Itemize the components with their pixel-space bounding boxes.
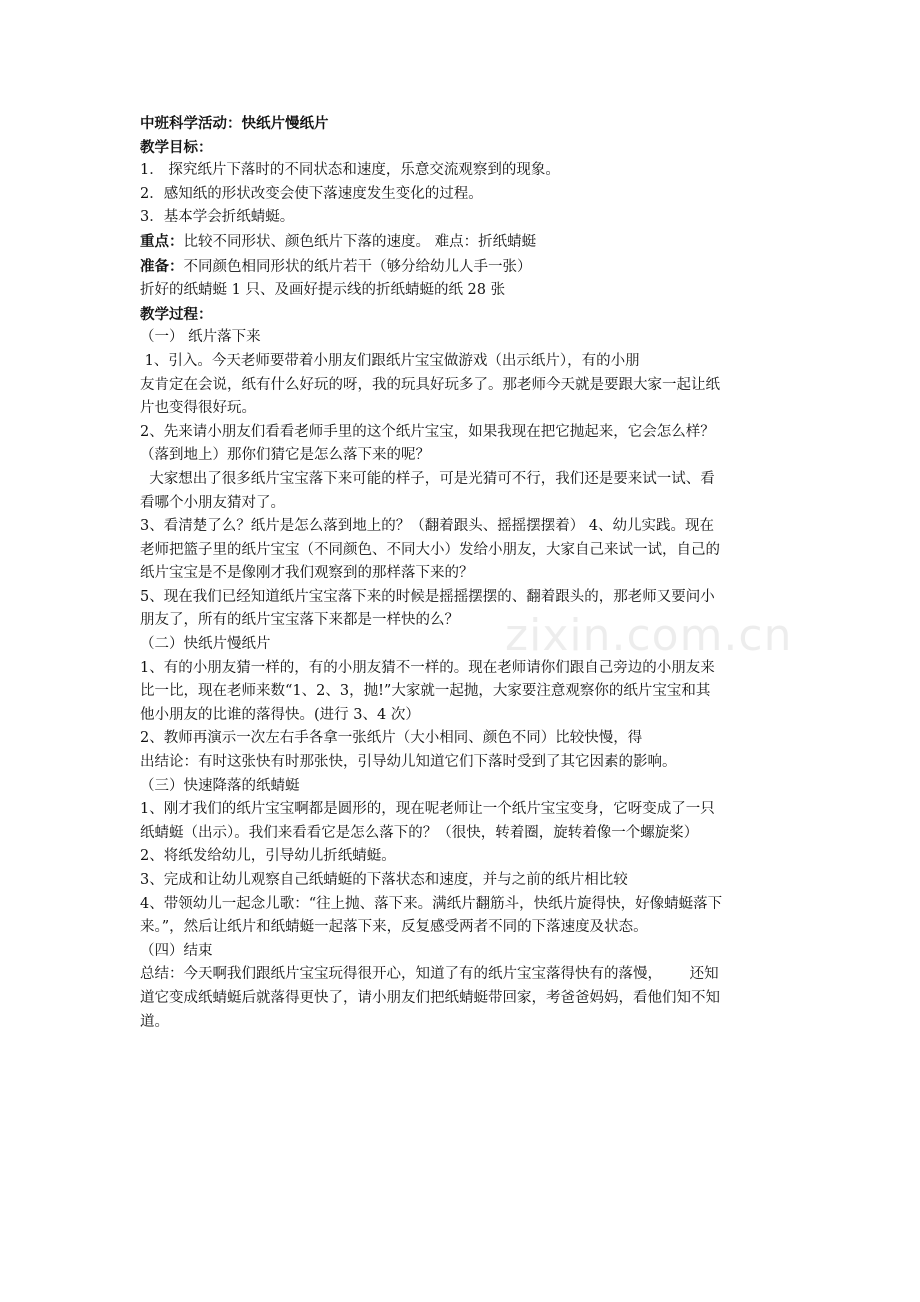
process-line: 片也变得很好玩。 <box>140 400 256 417</box>
goal-item: 1． 探究纸片下落时的不同状态和速度，乐意交流观察到的现象。 <box>140 162 560 179</box>
process-line: （二）快纸片慢纸片 <box>140 636 271 653</box>
key-label: 重点： <box>140 232 184 250</box>
process-line: 看哪个小朋友猜对了。 <box>140 494 285 511</box>
process-line: 老师把篮子里的纸片宝宝（不同颜色、不同大小）发给小朋友，大家自己来试一试，自己的 <box>140 541 720 558</box>
watermark: zixin.com.cn <box>505 610 793 661</box>
goal-item: 2．感知纸的形状改变会使下落速度发生变化的过程。 <box>140 185 483 202</box>
key-text: 比较不同形状、颜色纸片下落的速度。 难点：折纸蜻蜓 <box>183 233 537 250</box>
process-line: 3、完成和让幼儿观察自己纸蜻蜓的下落状态和速度，并与之前的纸片相比较 <box>140 872 628 888</box>
process-line: （一） 纸片落下来 <box>140 329 261 346</box>
process-line: （四）结束 <box>140 942 213 959</box>
process-line: 来。”，然后让纸片和纸蜻蜓一起落下来，反复感受两者不同的下落速度及状态。 <box>140 919 648 936</box>
process-line: 他小朋友的比谁的落得快。(进行 3、4 次） <box>140 706 420 723</box>
prep-line-2: 折好的纸蜻蜓 1 只、及画好提示线的折纸蜻蜓的纸 28 张 <box>140 282 506 299</box>
process-line: 2、将纸发给幼儿，引导幼儿折纸蜻蜓。 <box>140 848 396 865</box>
document-title: 中班科学活动：快纸片慢纸片 <box>140 115 329 132</box>
process-heading: 教学过程： <box>140 305 213 323</box>
preparation <box>140 255 790 280</box>
process-line: 1、引入。今天老师要带着小朋友们跟纸片宝宝做游戏（出示纸片），有的小朋 <box>140 352 640 369</box>
process-line: 1、刚才我们的纸片宝宝啊都是圆形的，现在呢老师让一个纸片宝宝变身，它呀变成了一只 <box>140 801 715 818</box>
process-line: （落到地上）那你们猜它是怎么落下来的呢？ <box>140 447 430 464</box>
process-line: 纸蜻蜓（出示）。我们来看看它是怎么落下的？（很快，转着圈，旋转着像一个螺旋桨） <box>140 824 699 841</box>
key-points <box>140 230 790 255</box>
prep-text: 不同颜色相同形状的纸片若干（够分给幼儿人手一张） <box>183 258 532 275</box>
goal-item: 3．基本学会折纸蜻蜓。 <box>140 209 295 226</box>
process-body <box>140 326 790 1034</box>
process-line: 比一比，现在老师来数“1、2、3，抛!”大家就一起抛，大家要注意观察你的纸片宝宝和其 <box>140 683 711 700</box>
process-line: 出结论：有时这张快有时那张快，引导幼儿知道它们下落时受到了其它因素的影响。 <box>140 754 677 771</box>
process-line: 1、有的小朋友猜一样的，有的小朋友猜不一样的。现在老师请你们跟自己旁边的小朋友来 <box>140 659 715 676</box>
process-line: 3、看清楚了么？纸片是怎么落到地上的？（翻着跟头、摇摇摆摆着） 4、幼儿实践。现在 <box>140 518 715 535</box>
process-line: （三）快速降落的纸蜻蜓 <box>140 777 300 794</box>
process-line: 大家想出了很多纸片宝宝落下来可能的样子，可是光猜可不行，我们还是要来试一试、看 <box>140 470 715 487</box>
process-line: 道。 <box>140 1013 169 1030</box>
process-line: 友肯定在会说，纸有什么好玩的呀，我的玩具好玩多了。那老师今天就是要跟大家一起让纸 <box>140 376 720 393</box>
process-line: 4、带领幼儿一起念儿歌：“往上抛、落下来。满纸片翻筋斗，快纸片旋得快，好像蜻蜓落下 <box>140 895 723 912</box>
prep-label: 准备： <box>140 257 184 275</box>
goals-heading: 教学目标： <box>140 138 213 156</box>
process-line: 朋友了，所有的纸片宝宝落下来都是一样快的么？ <box>140 612 459 629</box>
process-line: 纸片宝宝是不是像刚才我们观察到的那样落下来的？ <box>140 565 474 582</box>
process-line: 2、先来请小朋友们看看老师手里的这个纸片宝宝，如果我现在把它抛起来，它会怎么样？ <box>140 423 715 440</box>
process-line: 2、教师再演示一次左右手各拿一张纸片（大小相同、颜色不同）比较快慢，得 <box>140 730 643 747</box>
process-line: 总结：今天啊我们跟纸片宝宝玩得很开心，知道了有的纸片宝宝落得快有的落慢， 还知 <box>140 966 719 983</box>
process-line: 5、现在我们已经知道纸片宝宝落下来的时候是摇摇摆摆的、翻着跟头的，那老师又要问小 <box>140 588 715 605</box>
document-page <box>140 112 790 1034</box>
process-line: 道它变成纸蜻蜓后就落得更快了，请小朋友们把纸蜻蜓带回家，考爸爸妈妈，看他们知不知 <box>140 989 720 1006</box>
